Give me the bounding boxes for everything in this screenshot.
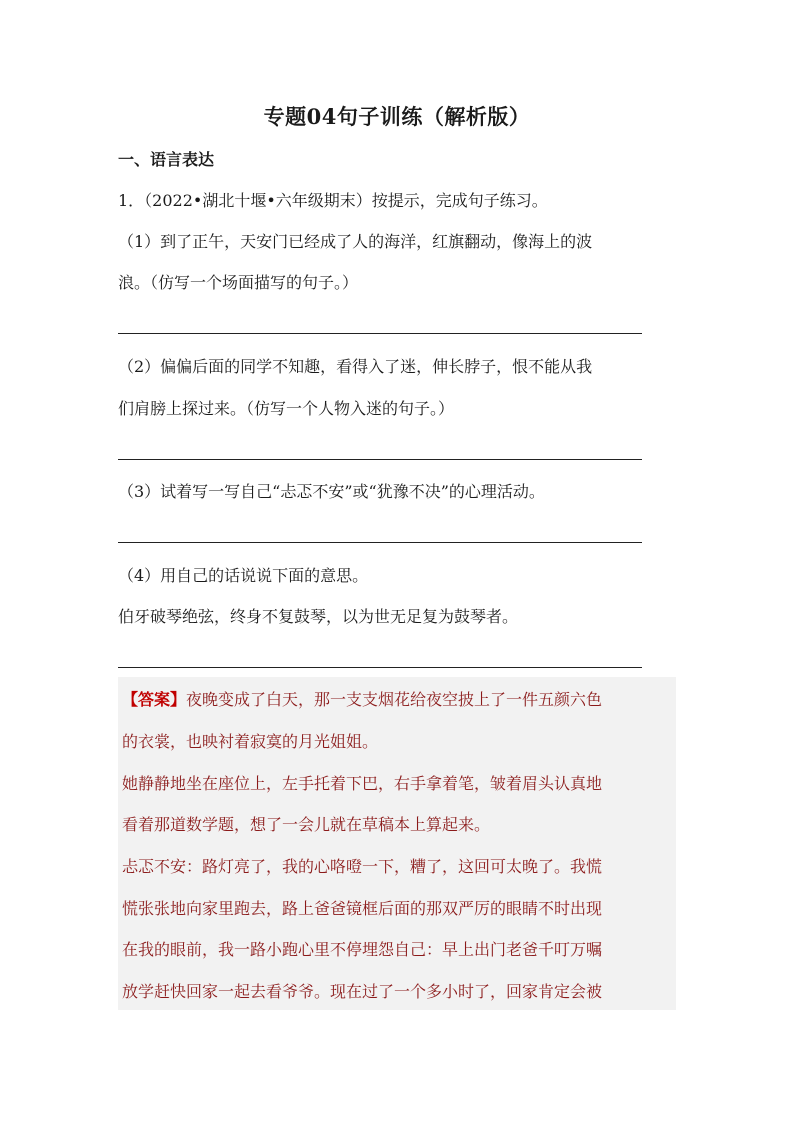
answer-line-2: 的衣裳，也映衬着寂寞的月光姐姐。 [122,732,379,751]
answer-blank-2 [118,459,642,460]
question-1-line-1: （1）到了正午，天安门已经成了人的海洋，红旗翻动，像海上的波 [118,232,593,251]
section-heading: 一、语言表达 [118,150,215,169]
question-intro: 1．（2022•湖北十堰•六年级期末）按提示，完成句子练习。 [118,191,548,210]
answer-line-4: 看着那道数学题，想了一会儿就在草稿本上算起来。 [122,815,491,834]
page-title: 专题04句子训练（解析版） [263,104,531,129]
answer-line-8: 放学赶快回家一起去看爷爷。现在过了一个多小时了，回家肯定会被 [122,982,603,1001]
answer-blank-3 [118,542,642,543]
answer-line-5: 忐忑不安：路灯亮了，我的心咯噔一下，糟了，这回可太晚了。我慌 [122,857,603,876]
answer-line-3: 她静静地坐在座位上，左手托着下巴，右手拿着笔，皱着眉头认真地 [122,774,603,793]
answer-line-1-text: 夜晚变成了白天，那一支支烟花给夜空披上了一件五颜六色 [186,690,603,709]
question-4-line-2: 伯牙破琴绝弦，终身不复鼓琴，以为世无足复为鼓琴者。 [118,607,519,626]
question-2-line-1: （2）偏偏后面的同学不知趣，看得入了迷，伸长脖子，恨不能从我 [118,357,593,376]
answer-label: 【答案】 [122,690,187,709]
answer-line-6: 慌张张地向家里跑去，路上爸爸镜框后面的那双严厉的眼睛不时出现 [122,899,603,918]
question-4-line-1: （4）用自己的话说说下面的意思。 [118,566,369,585]
question-3-line-1: （3）试着写一写自己“忐忑不安”或“犹豫不决”的心理活动。 [118,482,545,501]
answer-line-1 [122,688,678,712]
question-1-line-2: 浪。（仿写一个场面描写的句子。） [118,273,359,292]
answer-line-7: 在我的眼前，我一路小跑心里不停埋怨自己：早上出门老爸千叮万嘱 [122,940,603,959]
question-2-line-2: 们肩膀上探过来。（仿写一个人物入迷的句子。） [118,399,455,418]
answer-blank-1 [118,333,642,334]
answer-blank-4 [118,667,642,668]
